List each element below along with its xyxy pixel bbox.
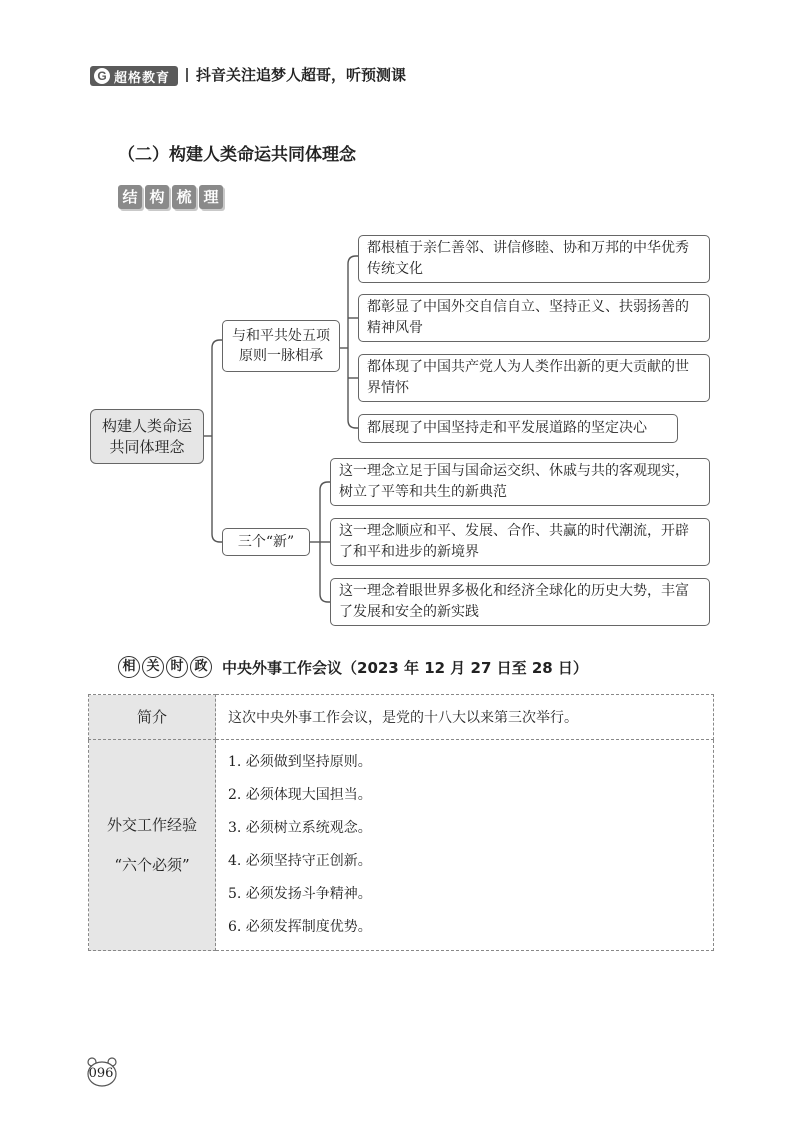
list-item: 3. 必须树立系统观念。 <box>228 820 372 836</box>
header-slogan: 抖音关注追梦人超哥，听预测课 <box>196 66 407 84</box>
news-badge-char: 政 <box>190 656 212 678</box>
mindmap-root: 构建人类命运共同体理念 <box>90 409 204 464</box>
badge-char: 构 <box>145 185 169 209</box>
news-badge-char: 时 <box>166 656 188 678</box>
intro-header-cell: 简介 <box>89 695 216 740</box>
page-number: 096 <box>88 1065 114 1081</box>
intro-body-cell: 这次中央外事工作会议，是党的十八大以来第三次举行。 <box>216 695 714 740</box>
logo-g-icon: G <box>94 68 110 84</box>
news-badge-char: 关 <box>142 656 164 678</box>
badge-char: 梳 <box>172 185 196 209</box>
conference-table <box>88 694 714 951</box>
experience-header-line: “六个必须” <box>114 856 190 874</box>
section-title: （二）构建人类命运共同体理念 <box>118 145 356 165</box>
experience-header-cell <box>89 740 216 951</box>
news-badge-char: 相 <box>118 656 140 678</box>
mindmap-leaf: 这一理念着眼世界多极化和经济全球化的历史大势，丰富了发展和安全的新实践 <box>330 578 710 626</box>
table-row <box>89 695 714 740</box>
mindmap-leaf: 这一理念顺应和平、发展、合作、共赢的时代潮流，开辟了和平和进步的新境界 <box>330 518 710 566</box>
list-item: 2. 必须体现大国担当。 <box>228 787 372 803</box>
list-item: 4. 必须坚持守正创新。 <box>228 853 372 869</box>
badge-char: 结 <box>118 185 142 209</box>
mindmap-leaf: 这一理念立足于国与国命运交织、休戚与共的客观现实，树立了平等和共生的新典范 <box>330 458 710 506</box>
news-title: 中央外事工作会议（2023 年 12 月 27 日至 28 日） <box>222 658 588 677</box>
mindmap-leaf: 都体现了中国共产党人为人类作出新的更大贡献的世界情怀 <box>358 354 710 402</box>
mindmap-branch-three-new: 三个“新” <box>222 528 310 556</box>
list-item: 1. 必须做到坚持原则。 <box>228 754 372 770</box>
mindmap-leaf: 都彰显了中国外交自信自立、坚持正义、扶弱扬善的精神风骨 <box>358 294 710 342</box>
mindmap-leaf: 都根植于亲仁善邻、讲信修睦、协和万邦的中华优秀传统文化 <box>358 235 710 283</box>
list-item: 5. 必须发扬斗争精神。 <box>228 886 372 902</box>
experience-header-line: 外交工作经验 <box>106 816 197 834</box>
list-item: 6. 必须发挥制度优势。 <box>228 919 372 935</box>
badge-char: 理 <box>199 185 223 209</box>
related-news-heading <box>118 656 588 678</box>
mindmap-branch-five-principles: 与和平共处五项原则一脉相承 <box>222 320 340 372</box>
logo-text: 超格教育 <box>114 70 171 86</box>
table-row <box>89 740 714 951</box>
mindmap-leaf: 都展现了中国坚持走和平发展道路的坚定决心 <box>358 414 678 443</box>
experience-list-cell <box>216 740 714 951</box>
